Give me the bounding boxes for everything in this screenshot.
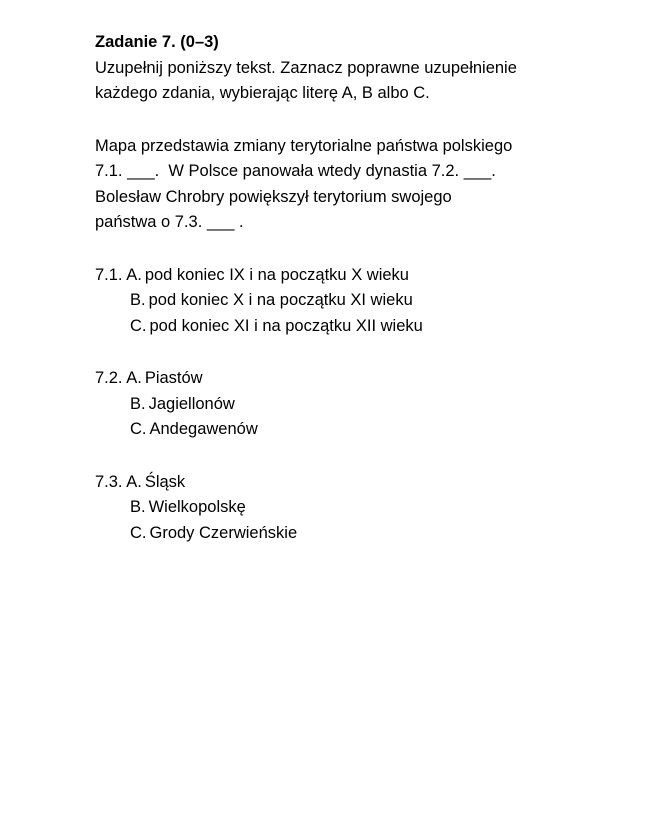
instruction-line-2: każdego zdania, wybierając literę A, B albo C.	[95, 84, 430, 102]
question-option-b[interactable]	[95, 392, 635, 418]
option-text: Śląsk	[144, 472, 186, 491]
question-option-b[interactable]	[95, 288, 635, 314]
option-letter: C.	[130, 316, 147, 335]
question-number: 7.1.	[95, 265, 123, 284]
question-option-b[interactable]	[95, 495, 635, 521]
option-text: Grody Czerwieńskie	[149, 523, 298, 542]
text-line-3: Bolesław Chrobry powiększył terytorium swojego	[95, 187, 452, 206]
question-7-1	[95, 263, 635, 340]
spacer	[95, 236, 635, 263]
option-text: pod koniec IX i na początku X wieku	[144, 265, 409, 284]
instruction-line-1: Uzupełnij poniższy tekst. Zaznacz poprawne uzupełnienie	[95, 58, 517, 77]
task-title: Zadanie 7. (0–3)	[95, 33, 219, 51]
option-letter: A.	[126, 265, 142, 284]
option-text: pod koniec XI i na początku XII wieku	[149, 316, 423, 335]
option-letter: C.	[130, 523, 147, 542]
task-content	[95, 30, 635, 546]
question-option-c[interactable]	[95, 417, 635, 443]
question-number: 7.3.	[95, 472, 123, 491]
option-letter: C.	[130, 420, 147, 438]
question-option-c[interactable]	[95, 314, 635, 340]
option-text: Piastów	[144, 369, 203, 387]
option-letter: A.	[126, 369, 142, 387]
option-text: Jagiellonów	[148, 394, 235, 413]
text-line-1: Mapa przedstawia zmiany terytorialne państwa polskiego	[95, 136, 513, 155]
option-letter: B.	[130, 498, 146, 516]
option-text: Wielkopolskę	[148, 498, 246, 516]
question-option-a[interactable]	[95, 263, 635, 289]
option-letter: B.	[130, 394, 146, 413]
question-option-c[interactable]	[95, 521, 635, 547]
spacer	[95, 339, 635, 366]
option-text: Andegawenów	[149, 420, 258, 438]
text-line-4: państwa o 7.3. ___ .	[95, 213, 244, 231]
option-letter: B.	[130, 291, 146, 309]
option-letter: A.	[126, 472, 142, 491]
question-7-3	[95, 470, 635, 547]
question-number: 7.2.	[95, 369, 123, 387]
spacer	[95, 107, 635, 134]
question-option-a[interactable]	[95, 470, 635, 496]
question-option-a[interactable]	[95, 366, 635, 392]
text-line-2: 7.1. ___. W Polsce panowała wtedy dynastia 7.2. ___.	[95, 162, 496, 180]
option-text: pod koniec X i na początku XI wieku	[148, 291, 413, 309]
spacer	[95, 443, 635, 470]
question-7-2	[95, 366, 635, 443]
